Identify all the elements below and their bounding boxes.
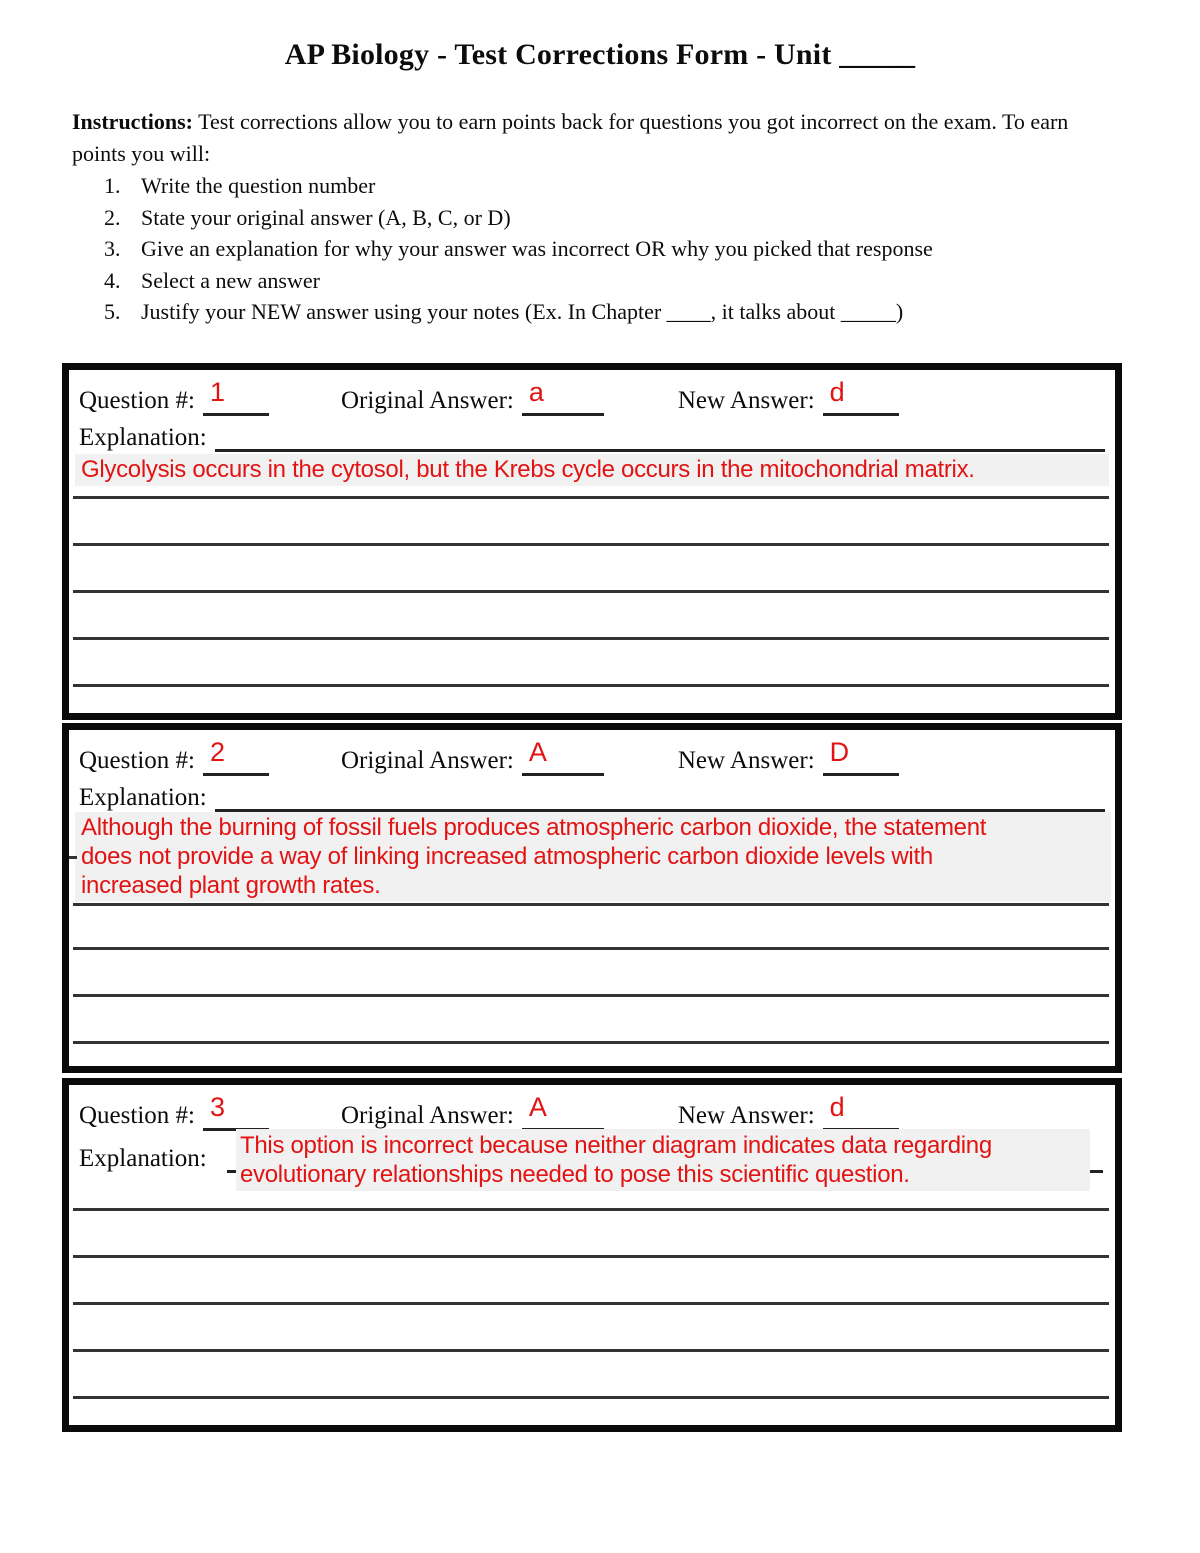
ruled-line[interactable] — [73, 1352, 1109, 1399]
explanation-text — [236, 1129, 1090, 1191]
question-number-field[interactable] — [203, 378, 269, 416]
original-answer-value: A — [528, 737, 547, 767]
new-answer-value: d — [829, 377, 845, 407]
explanation-text-line: This option is incorrect because neither diagram indicates data regarding — [240, 1132, 992, 1159]
page-title: AP Biology - Test Corrections Form - Unit _____ — [284, 38, 916, 71]
ruled-line[interactable] — [73, 1305, 1109, 1352]
step-number: 4. — [104, 267, 121, 293]
correction-box-2 — [62, 723, 1122, 1073]
step-text: Write the question number — [141, 173, 376, 198]
answer-header-row — [79, 736, 1105, 776]
step-number: 1. — [104, 173, 121, 198]
new-answer-field[interactable] — [823, 378, 899, 416]
ruled-line[interactable] — [73, 906, 1109, 950]
ruled-line[interactable] — [73, 1195, 1109, 1211]
step-number: 2. — [104, 204, 121, 230]
original-answer-label: Original Answer: — [340, 1102, 514, 1129]
original-answer-field[interactable] — [522, 378, 604, 416]
explanation-text-line: does not provide a way of linking increased atmospheric carbon dioxide levels with — [81, 843, 933, 870]
ruled-line[interactable] — [73, 1258, 1109, 1305]
original-answer-field[interactable] — [522, 738, 604, 776]
original-answer-value: A — [528, 1092, 547, 1122]
step-text: Select a new answer — [141, 267, 320, 293]
original-answer-field[interactable] — [522, 1093, 604, 1131]
original-answer-label: Original Answer: — [340, 747, 514, 774]
instructions-steps — [104, 170, 1104, 328]
explanation-text — [75, 812, 1111, 902]
explanation-row — [79, 1133, 1105, 1195]
step-item — [104, 170, 1104, 202]
correction-box-1 — [62, 363, 1122, 720]
new-answer-label: New Answer: — [677, 1102, 815, 1129]
explanation-row — [79, 422, 1105, 452]
question-number-value: 2 — [209, 737, 225, 767]
explanation-text-line: Although the burning of fossil fuels produces atmospheric carbon dioxide, the statement — [81, 814, 987, 841]
ruled-line[interactable] — [73, 1211, 1109, 1258]
ruled-line[interactable] — [73, 486, 1109, 499]
explanation-text — [75, 454, 1109, 486]
question-number-label: Question #: — [79, 1102, 195, 1129]
explanation-text-line: Glycolysis occurs in the cytosol, but the Krebs cycle occurs in the mitochondrial matrix. — [81, 456, 975, 483]
answer-header-row — [79, 376, 1105, 416]
new-answer-value: d — [829, 1092, 845, 1122]
ruled-line[interactable] — [73, 950, 1109, 997]
new-answer-label: New Answer: — [677, 747, 815, 774]
step-number: 3. — [104, 236, 121, 262]
explanation-row — [79, 782, 1105, 812]
explanation-field[interactable] — [227, 1129, 1103, 1193]
ruled-line[interactable] — [73, 593, 1109, 640]
ruled-line[interactable] — [73, 640, 1109, 687]
step-text: Give an explanation for why your answer was incorrect OR why you picked that response — [141, 236, 933, 262]
step-item — [104, 233, 1104, 265]
step-text: Justify your NEW answer using your notes (Ex. In Chapter ____, it talks about _____) — [141, 299, 904, 325]
new-answer-field[interactable] — [823, 1093, 899, 1131]
new-answer-field[interactable] — [823, 738, 899, 776]
explanation-label: Explanation: — [79, 424, 207, 451]
ruled-line[interactable] — [73, 546, 1109, 593]
explanation-field[interactable] — [215, 784, 1105, 812]
question-number-value: 3 — [209, 1092, 225, 1122]
instructions-intro: Test corrections allow you to earn points back for questions you got incorrect on the exam. To earn points you will: — [72, 109, 1069, 166]
ruled-line[interactable] — [73, 499, 1109, 546]
step-item — [104, 202, 1104, 234]
question-number-field[interactable] — [203, 1093, 269, 1131]
question-number-field[interactable] — [203, 738, 269, 776]
step-number: 5. — [104, 299, 121, 325]
explanation-label: Explanation: — [79, 1145, 207, 1172]
instructions-label: Instructions: — [72, 109, 194, 134]
original-answer-label: Original Answer: — [340, 387, 514, 414]
new-answer-value: D — [829, 737, 850, 767]
step-item — [104, 265, 1104, 297]
ruled-line[interactable] — [73, 997, 1109, 1044]
explanation-field[interactable] — [215, 424, 1105, 452]
question-number-label: Question #: — [79, 387, 195, 414]
step-text: State your original answer (A, B, C, or D) — [141, 204, 511, 230]
explanation-text-line: increased plant growth rates. — [81, 872, 381, 899]
instructions-paragraph — [72, 106, 1107, 170]
correction-box-3 — [62, 1078, 1122, 1432]
question-number-value: 1 — [209, 377, 225, 407]
question-number-label: Question #: — [79, 747, 195, 774]
original-answer-value: a — [528, 377, 544, 407]
explanation-text-line: evolutionary relationships needed to pose this scientific question. — [240, 1161, 910, 1188]
answer-header-row — [79, 1091, 1105, 1131]
explanation-label: Explanation: — [79, 784, 207, 811]
new-answer-label: New Answer: — [677, 387, 815, 414]
step-item — [104, 296, 1104, 328]
